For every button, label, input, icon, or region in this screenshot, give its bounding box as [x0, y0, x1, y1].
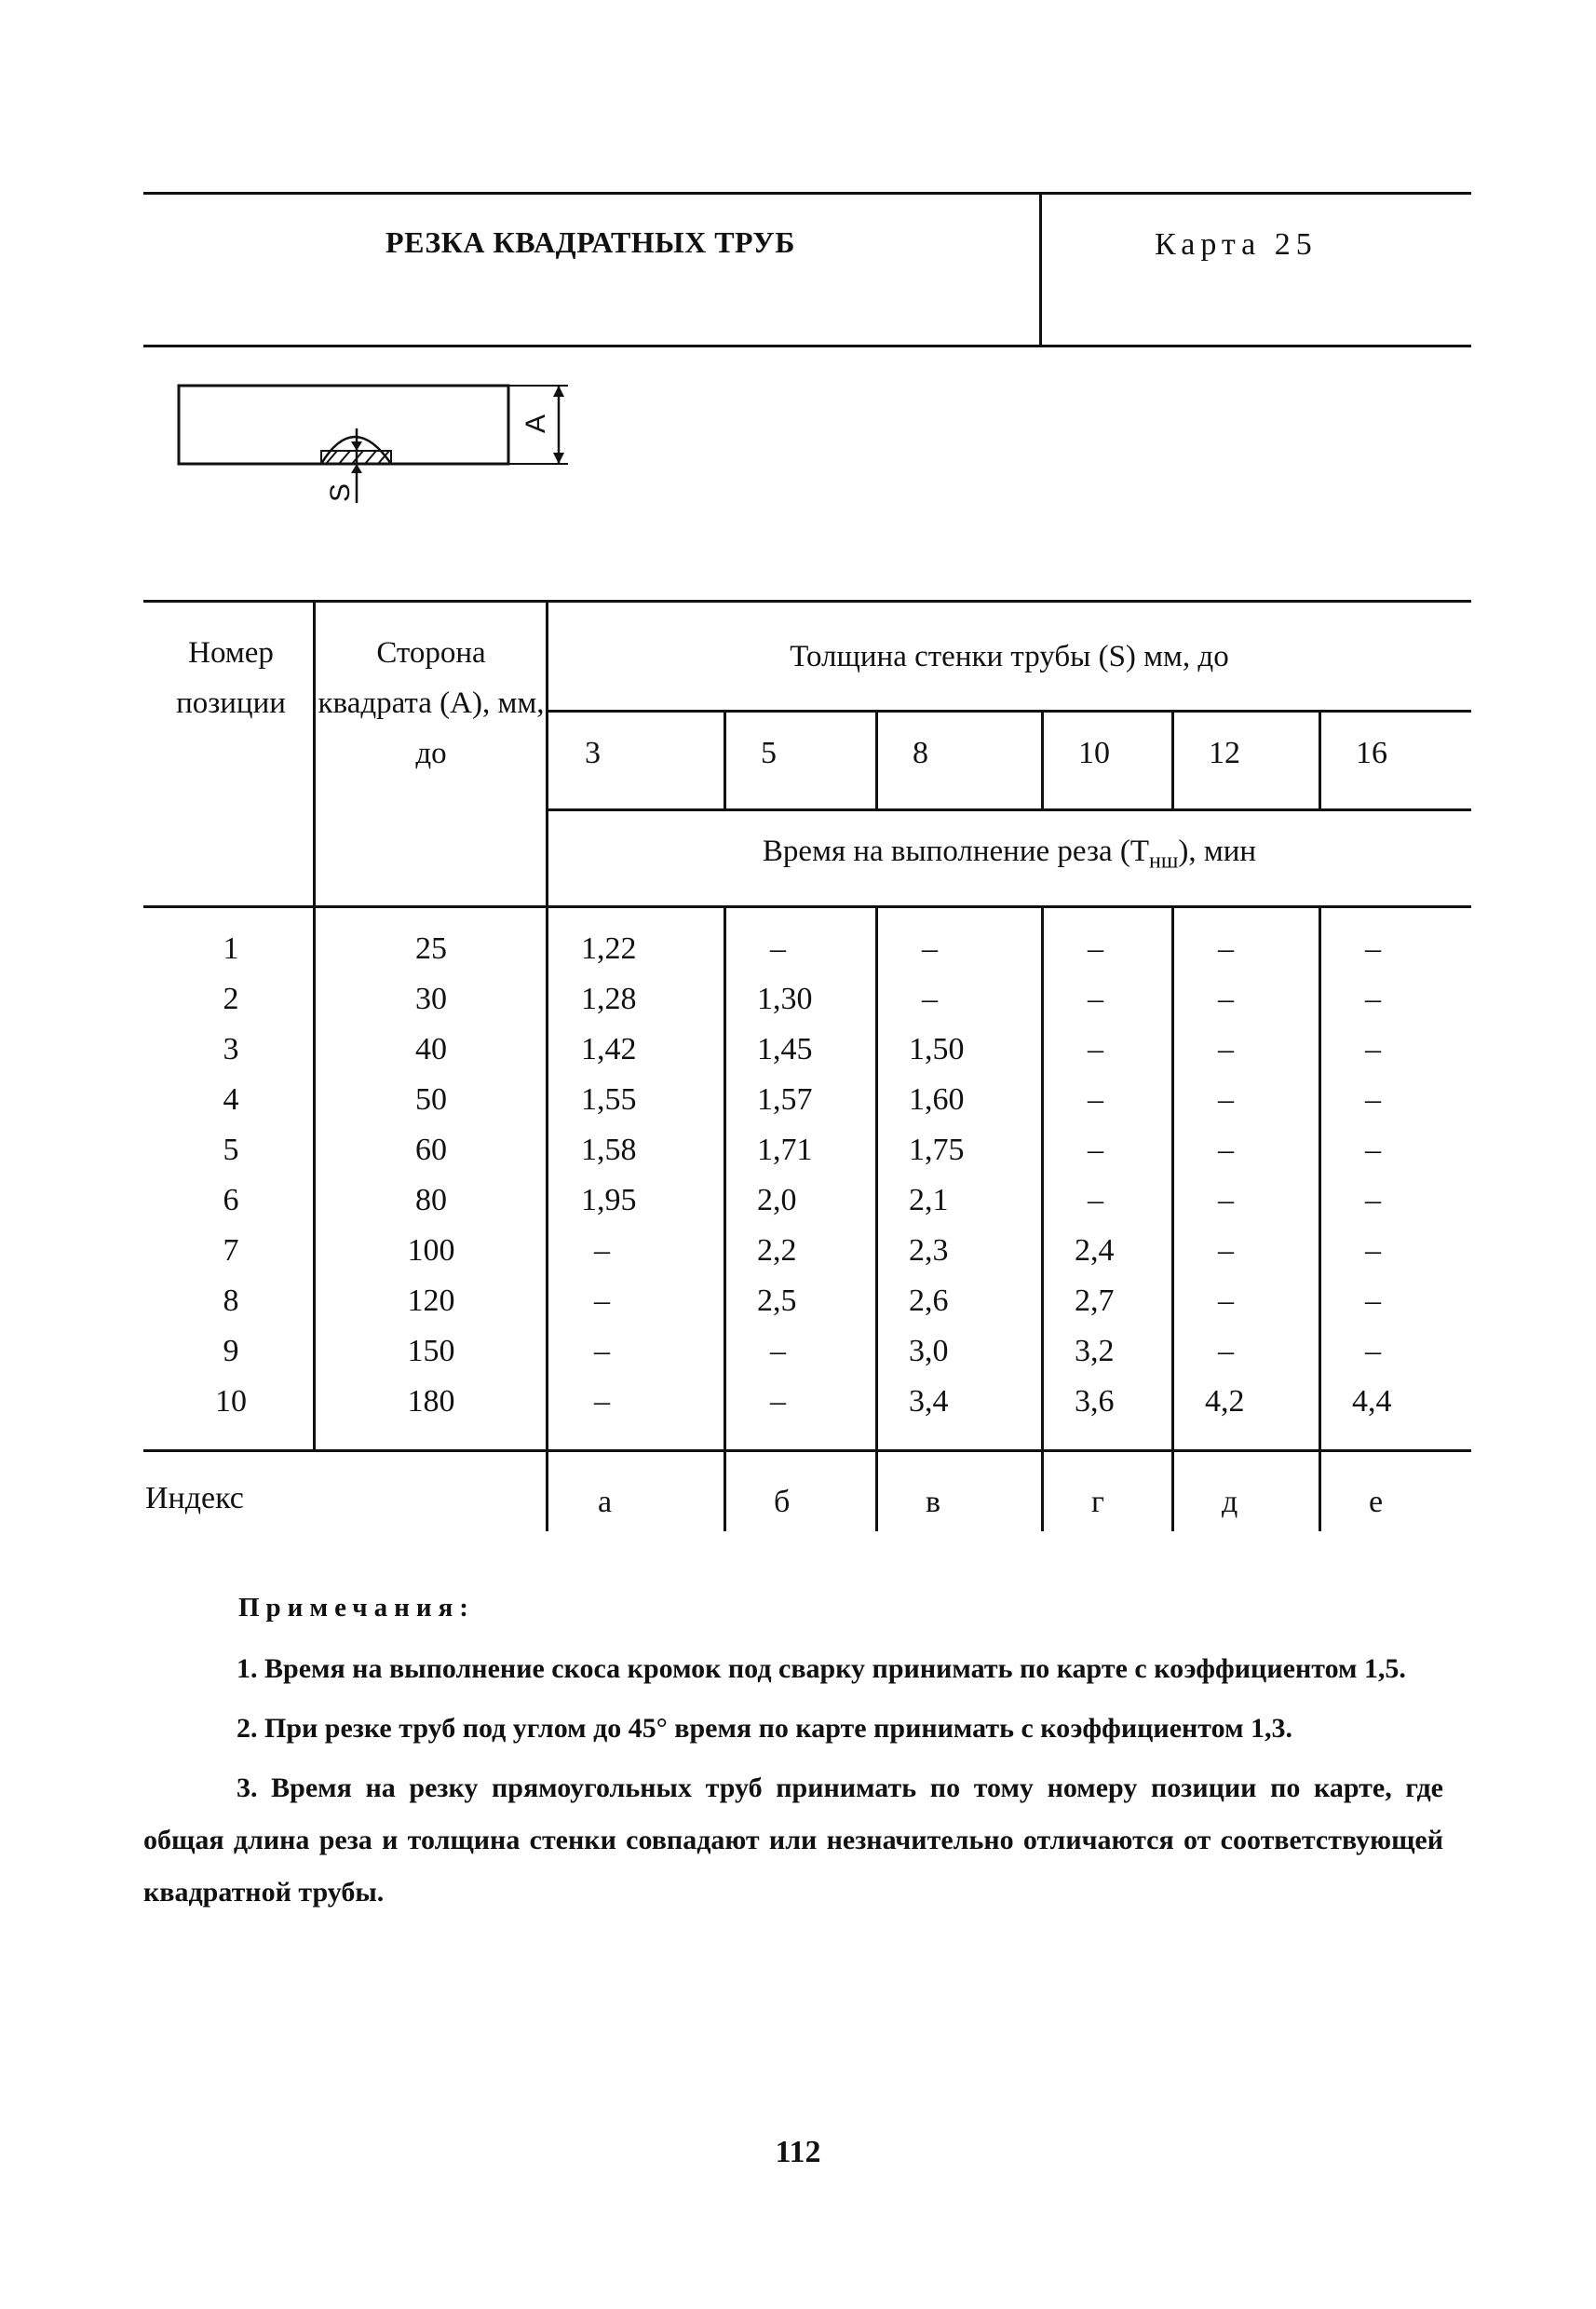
row-time-value: –	[770, 1334, 786, 1368]
row-time-value: 2,3	[909, 1233, 949, 1268]
body-divider-t2	[875, 907, 878, 1531]
row-time-value: –	[1218, 1334, 1234, 1368]
row-side: 80	[415, 1183, 447, 1217]
row-time-value: –	[922, 931, 938, 966]
row-time-value: 1,60	[909, 1082, 965, 1117]
row-side: 180	[407, 1384, 455, 1419]
header-top-rule	[143, 192, 1471, 195]
thickness-value: 10	[1078, 736, 1110, 770]
row-position: 2	[223, 982, 239, 1016]
index-value: е	[1369, 1485, 1384, 1519]
index-value: б	[774, 1485, 791, 1519]
row-position: 6	[223, 1183, 239, 1217]
row-time-value: –	[1365, 1233, 1381, 1268]
row-time-value: 1,30	[757, 982, 813, 1016]
row-time-value: 1,55	[581, 1082, 637, 1117]
row-time-value: –	[1088, 1183, 1103, 1217]
row-time-value: –	[1088, 1082, 1103, 1117]
row-time-value: –	[922, 982, 938, 1016]
col-divider-t5	[1319, 710, 1321, 808]
row-time-value: 2,7	[1075, 1284, 1115, 1318]
row-time-value: –	[1365, 1183, 1381, 1217]
row-time-value: 1,22	[581, 931, 637, 966]
row-time-value: –	[770, 1384, 786, 1419]
row-time-value: –	[594, 1334, 610, 1368]
thickness-header: Толщина стенки трубы (S) мм, до	[790, 640, 1229, 673]
row-side: 25	[415, 931, 447, 966]
body-index-rule	[143, 1449, 1471, 1452]
row-side: 150	[407, 1334, 455, 1368]
row-time-value: 3,4	[909, 1384, 949, 1419]
row-time-value: –	[1218, 1032, 1234, 1066]
row-time-value: –	[1218, 931, 1234, 966]
row-time-value: –	[594, 1384, 610, 1419]
thickness-value: 16	[1356, 736, 1387, 770]
col-divider-t2	[875, 710, 878, 808]
row-time-value: 2,6	[909, 1284, 949, 1318]
note-item: 2. При резке труб под углом до 45° время по карте принимать с коэффициентом 1,3.	[237, 1713, 1293, 1744]
row-time-value: 2,1	[909, 1183, 949, 1217]
col-divider-t4	[1171, 710, 1174, 808]
notes-list	[143, 1643, 1443, 1926]
row-time-value: –	[1365, 1334, 1381, 1368]
row-position: 8	[223, 1284, 239, 1318]
col-divider-t3	[1041, 710, 1044, 808]
row-time-value: 1,42	[581, 1032, 637, 1066]
body-divider-t4	[1171, 907, 1174, 1531]
thickness-sub-rule	[548, 710, 1471, 713]
row-side: 30	[415, 982, 447, 1016]
header-body-rule	[143, 905, 1471, 908]
table-top-rule	[143, 600, 1471, 603]
tube-section-sketch	[168, 373, 596, 522]
thickness-value: 8	[913, 736, 928, 770]
time-header	[548, 835, 1471, 875]
row-time-value: –	[1218, 1233, 1234, 1268]
thickness-value: 5	[761, 736, 777, 770]
col-header-position: Номер позиции	[176, 636, 286, 720]
col-divider-pos	[313, 600, 316, 1449]
row-time-value: –	[1365, 1032, 1381, 1066]
time-header-prefix: Время на выполнение реза (Т	[762, 835, 1150, 868]
notes-heading: Примечания:	[238, 1593, 475, 1623]
index-value: в	[926, 1485, 941, 1519]
row-time-value: –	[1218, 1183, 1234, 1217]
row-time-value: 2,4	[1075, 1233, 1115, 1268]
row-time-value: 4,2	[1205, 1384, 1245, 1419]
note-item: 1. Время на выполнение скоса кромок под сварку принимать по карте с коэффициентом 1,5.	[237, 1653, 1406, 1684]
index-value: а	[598, 1485, 613, 1519]
thickness-value: 3	[585, 736, 601, 770]
header-bottom-rule	[143, 345, 1471, 347]
row-time-value: 1,58	[581, 1133, 637, 1167]
index-label: Индекс	[145, 1481, 244, 1515]
note-item: 3. Время на резку прямоугольных труб принимать по тому номеру позиции по карте, где общая длина реза и толщина стенки совпадают или незначительно отличаются от соответствующей квадратной трубы.	[143, 1772, 1443, 1908]
col-divider-side	[546, 600, 548, 1531]
index-value: д	[1222, 1485, 1238, 1519]
row-side: 60	[415, 1133, 447, 1167]
row-side: 40	[415, 1032, 447, 1066]
row-time-value: 1,28	[581, 982, 637, 1016]
row-time-value: –	[1365, 1082, 1381, 1117]
row-time-value: –	[1218, 1133, 1234, 1167]
row-time-value: –	[1365, 982, 1381, 1016]
row-time-value: –	[1365, 931, 1381, 966]
row-side: 100	[407, 1233, 455, 1268]
row-time-value: 1,95	[581, 1183, 637, 1217]
index-value: г	[1091, 1485, 1104, 1519]
row-position: 5	[223, 1133, 239, 1167]
row-time-value: –	[1365, 1133, 1381, 1167]
row-time-value: –	[594, 1284, 610, 1318]
row-position: 4	[223, 1082, 239, 1117]
row-time-value: 1,45	[757, 1032, 813, 1066]
row-side: 120	[407, 1284, 455, 1318]
row-time-value: –	[1218, 1284, 1234, 1318]
row-position: 1	[223, 931, 239, 966]
row-time-value: –	[1088, 931, 1103, 966]
row-time-value: 2,2	[757, 1233, 797, 1268]
card-number: Карта 25	[1155, 227, 1318, 262]
body-divider-t3	[1041, 907, 1044, 1531]
dimension-s-label: S	[325, 482, 357, 503]
time-header-suffix: ), мин	[1178, 835, 1257, 868]
row-time-value: –	[1218, 1082, 1234, 1117]
header-divider	[1039, 192, 1042, 346]
col-divider-t1	[724, 710, 726, 808]
row-time-value: –	[1218, 982, 1234, 1016]
row-position: 10	[215, 1384, 247, 1419]
row-time-value: 1,75	[909, 1133, 965, 1167]
row-time-value: 1,50	[909, 1032, 965, 1066]
page-title: РЕЗКА КВАДРАТНЫХ ТРУБ	[385, 225, 795, 259]
row-time-value: 3,0	[909, 1334, 949, 1368]
thickness-values-rule	[548, 808, 1471, 811]
row-side: 50	[415, 1082, 447, 1117]
row-time-value: –	[1088, 982, 1103, 1016]
dimension-a-label: A	[521, 414, 552, 434]
row-position: 3	[223, 1032, 239, 1066]
thickness-value: 12	[1209, 736, 1240, 770]
row-time-value: –	[1088, 1133, 1103, 1167]
body-divider-t1	[724, 907, 726, 1531]
row-time-value: 3,2	[1075, 1334, 1115, 1368]
page-number: 112	[775, 2135, 821, 2169]
row-time-value: 1,71	[757, 1133, 813, 1167]
row-time-value: 3,6	[1075, 1384, 1115, 1419]
row-time-value: –	[1088, 1032, 1103, 1066]
row-time-value: –	[770, 931, 786, 966]
col-header-side: Сторона квадрата (А), мм, до	[318, 636, 545, 770]
row-time-value: 1,57	[757, 1082, 813, 1117]
row-time-value: 2,0	[757, 1183, 797, 1217]
row-time-value: –	[594, 1233, 610, 1268]
body-divider-t5	[1319, 907, 1321, 1531]
row-time-value: 4,4	[1352, 1384, 1392, 1419]
time-header-subscript: нш	[1149, 849, 1179, 874]
row-position: 9	[223, 1334, 239, 1368]
row-position: 7	[223, 1233, 239, 1268]
row-time-value: 2,5	[757, 1284, 797, 1318]
row-time-value: –	[1365, 1284, 1381, 1318]
